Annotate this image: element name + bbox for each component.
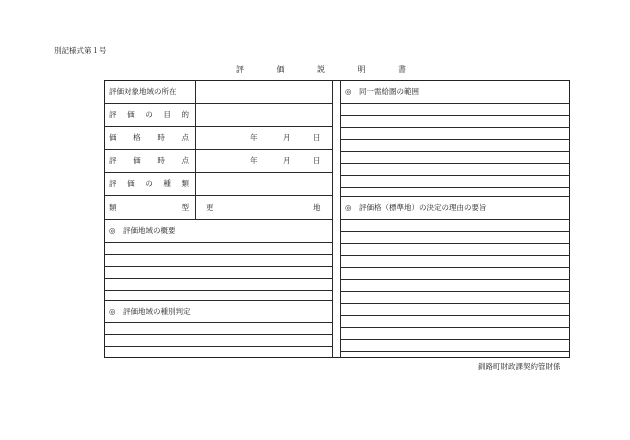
area-line: [340, 151, 570, 152]
classification-line: [104, 334, 332, 335]
section-overview-heading: ◎ 評価地域の概要: [109, 226, 176, 235]
reason-line: [340, 315, 570, 316]
document-title: [236, 64, 406, 75]
eval-date-day: 日: [313, 156, 321, 165]
row-line: [104, 149, 332, 150]
section-classification-heading: ◎ 評価地域の種別判定: [109, 307, 191, 316]
overview-line: [104, 278, 332, 279]
label-price-date: 価 格 時 点: [109, 133, 189, 142]
reason-line: [340, 255, 570, 256]
area-line: [340, 103, 570, 104]
area-line: [340, 139, 570, 140]
row-line: [104, 103, 332, 104]
reason-line: [340, 243, 570, 244]
overview-line: [104, 290, 332, 291]
form-number: 別記様式第１号: [54, 46, 107, 55]
classification-line: [104, 346, 332, 347]
area-line: [340, 175, 570, 176]
reason-line: [340, 219, 570, 220]
category-value-right: 地: [313, 203, 321, 212]
reason-line: [340, 291, 570, 292]
category-value-left: 更: [206, 203, 214, 212]
title-char: 評: [236, 65, 244, 74]
section-line: [340, 196, 570, 197]
row-line: [104, 126, 332, 127]
label-location: 評価対象地域の所在: [109, 87, 177, 96]
reason-line: [340, 231, 570, 232]
row-line: [104, 172, 332, 173]
title-char: 説: [317, 65, 325, 74]
price-date-day: 日: [313, 133, 321, 142]
area-line: [340, 127, 570, 128]
title-char: 明: [357, 65, 366, 74]
reason-line: [340, 267, 570, 268]
section-line: [104, 300, 332, 301]
reason-line: [340, 327, 570, 328]
overview-line: [104, 242, 332, 243]
area-line: [340, 187, 570, 188]
area-line: [340, 163, 570, 164]
label-purpose: 評 価 の 目 的: [109, 110, 189, 119]
title-char: 書: [398, 65, 406, 74]
issuer-footer: 釧路町財政課契約管財係: [478, 362, 561, 371]
classification-line: [104, 322, 332, 323]
price-date-month: 月: [283, 133, 291, 142]
area-line: [340, 115, 570, 116]
label-eval-date: 評 価 時 点: [109, 156, 189, 165]
label-eval-type: 評 価 の 種 類: [109, 179, 189, 188]
reason-line: [340, 339, 570, 340]
eval-date-month: 月: [283, 156, 291, 165]
left-panel-divider: [332, 80, 333, 358]
row-line: [104, 195, 332, 196]
title-char: 価: [276, 65, 285, 74]
label-category: 類 型: [109, 203, 189, 212]
overview-line: [104, 266, 332, 267]
eval-date-year: 年: [250, 156, 258, 165]
section-same-area-heading: ◎ 同一需給圏の範囲: [345, 87, 420, 96]
price-date-year: 年: [250, 133, 258, 142]
row-line: [104, 219, 332, 220]
reason-line: [340, 351, 570, 352]
reason-line: [340, 279, 570, 280]
section-price-reason-heading: ◎ 評価格（標準地）の決定の理由の要旨: [345, 203, 487, 212]
reason-line: [340, 303, 570, 304]
overview-line: [104, 254, 332, 255]
